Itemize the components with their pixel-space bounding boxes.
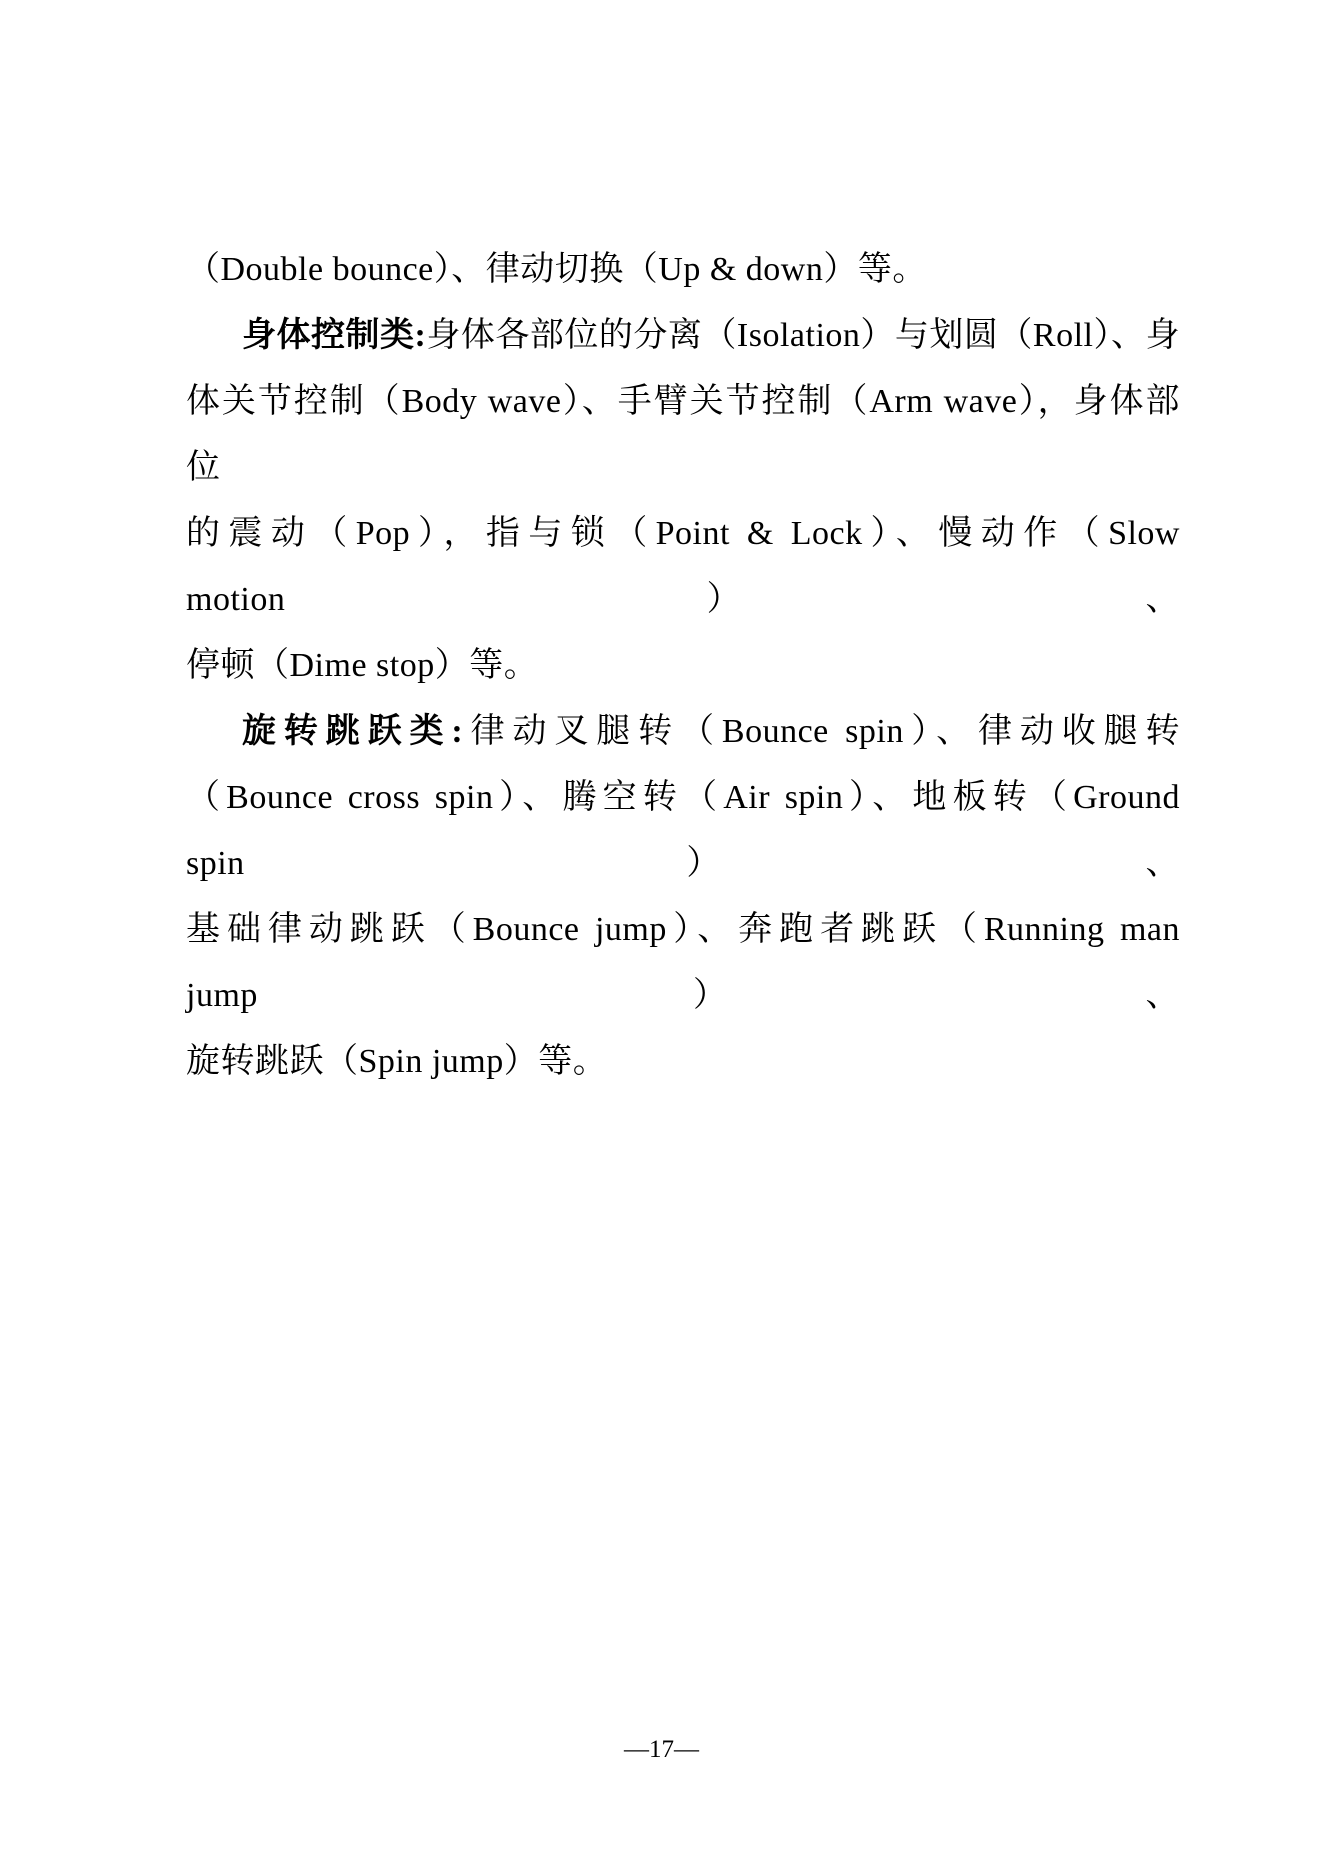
text-line xyxy=(186,369,1180,501)
text-line xyxy=(186,1029,1180,1095)
paragraph-heading-spin-jump: 旋转跳跃类: xyxy=(242,713,464,750)
text-line xyxy=(186,633,1180,699)
line-text: 旋转跳跃（Spin jump）等。 xyxy=(186,1043,608,1080)
line-text: 基础律动跳跃（Bounce jump）、奔跑者跳跃（Running man jump）、 xyxy=(186,911,1180,1014)
text-line xyxy=(186,897,1180,1029)
line-text: 律动叉腿转（Bounce spin）、律动收腿转 xyxy=(463,713,1180,750)
text-line xyxy=(186,501,1180,633)
line-text: （Double bounce）、律动切换（Up & down）等。 xyxy=(186,251,927,288)
line-text: （Bounce cross spin）、腾空转（Air spin）、地板转（Ground spin）、 xyxy=(186,779,1180,882)
line-text: 停顿（Dime stop）等。 xyxy=(186,647,539,684)
text-line xyxy=(186,303,1180,369)
paragraph-heading-body-control: 身体控制类: xyxy=(242,317,427,354)
text-line xyxy=(186,765,1180,897)
text-line xyxy=(186,237,1180,303)
document-body-text xyxy=(186,237,1180,1095)
line-text: 的震动（Pop），指与锁（Point & Lock）、慢动作（Slow motion）、 xyxy=(186,515,1180,618)
page-number: —17— xyxy=(624,1736,699,1763)
line-text: 身体各部位的分离（Isolation）与划圆（Roll）、身 xyxy=(426,317,1180,354)
line-text: 体关节控制（Body wave）、手臂关节控制（Arm wave），身体部位 xyxy=(186,383,1180,486)
text-line xyxy=(186,699,1180,765)
